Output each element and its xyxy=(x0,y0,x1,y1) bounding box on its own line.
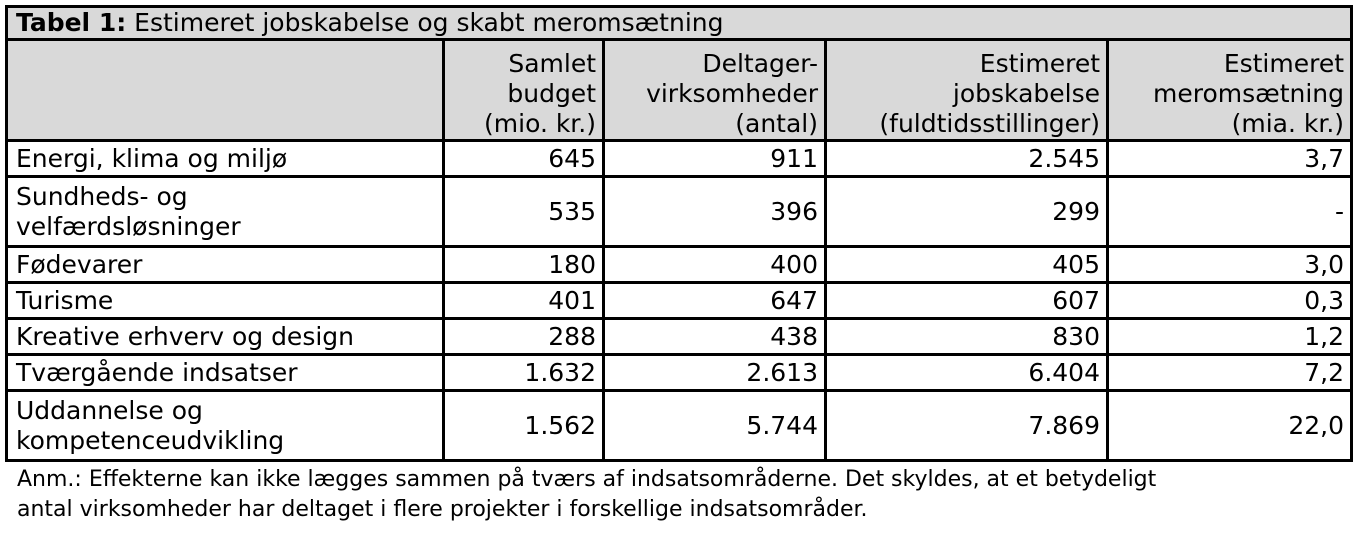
row-label xyxy=(7,141,444,177)
column-header-line: (mia. kr.) xyxy=(1231,109,1345,138)
row-label xyxy=(7,283,444,319)
table-row xyxy=(7,391,1352,461)
column-header-4 xyxy=(1108,40,1352,141)
table-cell: 401 xyxy=(444,283,604,319)
table-cell: 5.744 xyxy=(604,391,826,461)
row-label-line: Energi, klima og miljø xyxy=(16,143,288,173)
table-cell: 535 xyxy=(444,177,604,247)
column-header-line: virksomheder xyxy=(646,79,818,108)
table-header-row xyxy=(7,40,1352,141)
table-cell: 6.404 xyxy=(826,355,1108,391)
row-label-line: Kreative erhverv og design xyxy=(16,321,355,351)
row-label xyxy=(7,319,444,355)
table-cell: 3,0 xyxy=(1108,247,1352,283)
table-cell: 0,3 xyxy=(1108,283,1352,319)
row-label xyxy=(7,177,444,247)
table-cell: 400 xyxy=(604,247,826,283)
note-line-2: antal virksomheder har deltaget i flere projekter i forskellige indsatsområder. xyxy=(17,497,868,522)
column-header-line: (mio. kr.) xyxy=(484,109,596,138)
table-cell: 645 xyxy=(444,141,604,177)
row-label-line: Turisme xyxy=(16,285,114,315)
note-line-1: Anm.: Effekterne kan ikke lægges sammen på tværs af indsatsområderne. Det skyldes, at et betydeligt xyxy=(17,467,1157,492)
table-row xyxy=(7,319,1352,355)
table-cell: 396 xyxy=(604,177,826,247)
table-title xyxy=(7,7,1352,40)
column-header-line: Estimeret xyxy=(1223,49,1345,78)
table-cell: 1.562 xyxy=(444,391,604,461)
table-cell: 438 xyxy=(604,319,826,355)
row-label-line: Uddannelse og xyxy=(16,395,203,425)
table-row xyxy=(7,355,1352,391)
row-label-line: kompetenceudvikling xyxy=(16,425,285,455)
row-label-line: velfærdsløsninger xyxy=(16,211,241,241)
row-label xyxy=(7,247,444,283)
table-cell: - xyxy=(1108,177,1352,247)
column-header-line: jobskabelse xyxy=(952,79,1100,108)
column-header-0 xyxy=(7,40,444,141)
table-body xyxy=(7,141,1352,461)
column-header-line: meromsætning xyxy=(1153,79,1345,108)
table-cell: 22,0 xyxy=(1108,391,1352,461)
table-row xyxy=(7,283,1352,319)
table-cell: 299 xyxy=(826,177,1108,247)
table-title-text: Estimeret jobskabelse og skabt meromsætning xyxy=(126,8,724,37)
column-header-line: Estimeret xyxy=(979,49,1100,78)
column-header-1 xyxy=(444,40,604,141)
column-header-3 xyxy=(826,40,1108,141)
table-row xyxy=(7,177,1352,247)
table-cell: 1.632 xyxy=(444,355,604,391)
row-label xyxy=(7,391,444,461)
column-header-line: Deltager- xyxy=(702,49,818,78)
table-cell: 7,2 xyxy=(1108,355,1352,391)
table-cell: 607 xyxy=(826,283,1108,319)
column-header-2 xyxy=(604,40,826,141)
table-cell: 830 xyxy=(826,319,1108,355)
table-note xyxy=(5,465,1347,525)
table-cell: 405 xyxy=(826,247,1108,283)
table-cell: 1,2 xyxy=(1108,319,1352,355)
column-header-line: (antal) xyxy=(735,109,818,138)
row-label xyxy=(7,355,444,391)
table-row xyxy=(7,141,1352,177)
table-row xyxy=(7,247,1352,283)
table-title-bold: Tabel 1: xyxy=(16,8,127,37)
row-label-line: Fødevarer xyxy=(16,249,143,279)
table-cell: 7.869 xyxy=(826,391,1108,461)
data-table xyxy=(5,5,1353,462)
table-cell: 647 xyxy=(604,283,826,319)
table-cell: 288 xyxy=(444,319,604,355)
table-title-row xyxy=(7,7,1352,40)
column-header-line: budget xyxy=(507,79,596,108)
table-cell: 3,7 xyxy=(1108,141,1352,177)
table-cell: 180 xyxy=(444,247,604,283)
row-label-line: Sundheds- og xyxy=(16,181,188,211)
row-label-line: Tværgående indsatser xyxy=(16,357,298,387)
column-header-line: Samlet xyxy=(508,49,596,78)
table-cell: 911 xyxy=(604,141,826,177)
table-container xyxy=(5,5,1350,525)
column-header-line: (fuldtidsstillinger) xyxy=(879,109,1100,138)
table-cell: 2.613 xyxy=(604,355,826,391)
table-cell: 2.545 xyxy=(826,141,1108,177)
